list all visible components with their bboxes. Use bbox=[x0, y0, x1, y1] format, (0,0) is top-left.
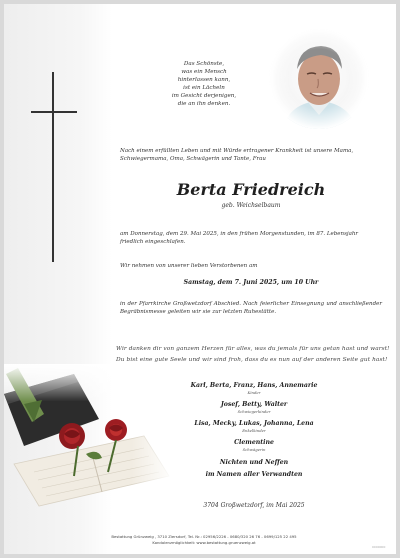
cross-icon-bar bbox=[31, 111, 77, 113]
birth-name: geb. Weichselbaum bbox=[221, 202, 281, 209]
thanks-line: Du bist eine gute Seele und wir sind froh, dass du es nun auf der anderen Seite gut hast! bbox=[116, 357, 388, 363]
mourner-relation: Schwägerin bbox=[242, 447, 266, 452]
footer bbox=[24, 534, 384, 545]
closing-line: im Namen aller Verwandten bbox=[205, 471, 303, 478]
place-date: 3704 Großwetzdorf, im Mai 2025 bbox=[203, 502, 305, 509]
poem-line: im Gesicht derjenigen, bbox=[171, 93, 237, 99]
cross-icon bbox=[52, 72, 54, 262]
poem-line: hinterlassen kann, bbox=[177, 77, 231, 83]
mourner-names: Lisa, Mecky, Lukas, Johanna, Lena bbox=[194, 420, 314, 427]
deceased-name: Berta Friedreich bbox=[176, 180, 326, 199]
thanks-line: Wir danken dir von ganzem Herzen für alles, was du jemals für uns getan hast und warst! bbox=[116, 346, 390, 352]
parte-sheet bbox=[4, 4, 396, 554]
mourner-names: Clementine bbox=[234, 439, 274, 446]
mourners-list bbox=[154, 382, 354, 479]
document-code: 0000000 bbox=[372, 545, 386, 549]
footer-condolence: Kondolenzmöglichkeit: www.bestattung.gruenzweig.at bbox=[152, 539, 256, 545]
church-text: in der Pfarrkirche Großwetzdorf Abschied. Nach feierlicher Einsegnung und anschließender Begräbnismesse geleiten wir sie zur letzten Ruhestätte. bbox=[120, 301, 382, 315]
closing-line: Nichten und Neffen bbox=[219, 459, 289, 466]
intro-text: Nach einem erfüllten Leben und mit Würde ertragener Krankheit ist unsere Mama, Schwiegermama, Oma, Schwägerin und Tante, Frau bbox=[120, 148, 354, 162]
roses-bible-image bbox=[4, 364, 174, 514]
funeral-date: Samstag, dem 7. Juni 2025, um 10 Uhr bbox=[183, 279, 319, 286]
mourner-names: Josef, Betty, Walter bbox=[220, 401, 288, 408]
thanks-text bbox=[116, 344, 390, 366]
footer-contact: Bestattung Grünzweig , 3710 Ziersdorf, Tel. Nr.: 02956/2226 - 0680/320 26 76 - 0699/125 22 495 bbox=[111, 534, 297, 539]
mourner-relation: Schwiegerkinder bbox=[237, 409, 271, 414]
portrait-illustration bbox=[269, 29, 369, 129]
poem-line: Das Schönste, bbox=[183, 61, 225, 67]
poem bbox=[144, 60, 264, 108]
death-notice: am Donnerstag, dem 29. Mai 2025, in den frühen Morgenstunden, im 87. Lebensjahr friedlich eingeschlafen. bbox=[120, 231, 359, 245]
mourner-relation: Enkelkinder bbox=[242, 428, 266, 433]
poem-line: die an ihn denken. bbox=[177, 101, 231, 107]
mourner-names: Karl, Berta, Franz, Hans, Annemarie bbox=[190, 382, 318, 389]
farewell-intro: Wir nehmen von unserer lieben Verstorbenen am bbox=[120, 263, 258, 269]
poem-line: was ein Mensch bbox=[181, 69, 227, 75]
poem-line: ist ein Lächeln bbox=[183, 85, 225, 91]
portrait-photo bbox=[269, 29, 369, 129]
mourner-relation: Kinder bbox=[247, 390, 261, 395]
